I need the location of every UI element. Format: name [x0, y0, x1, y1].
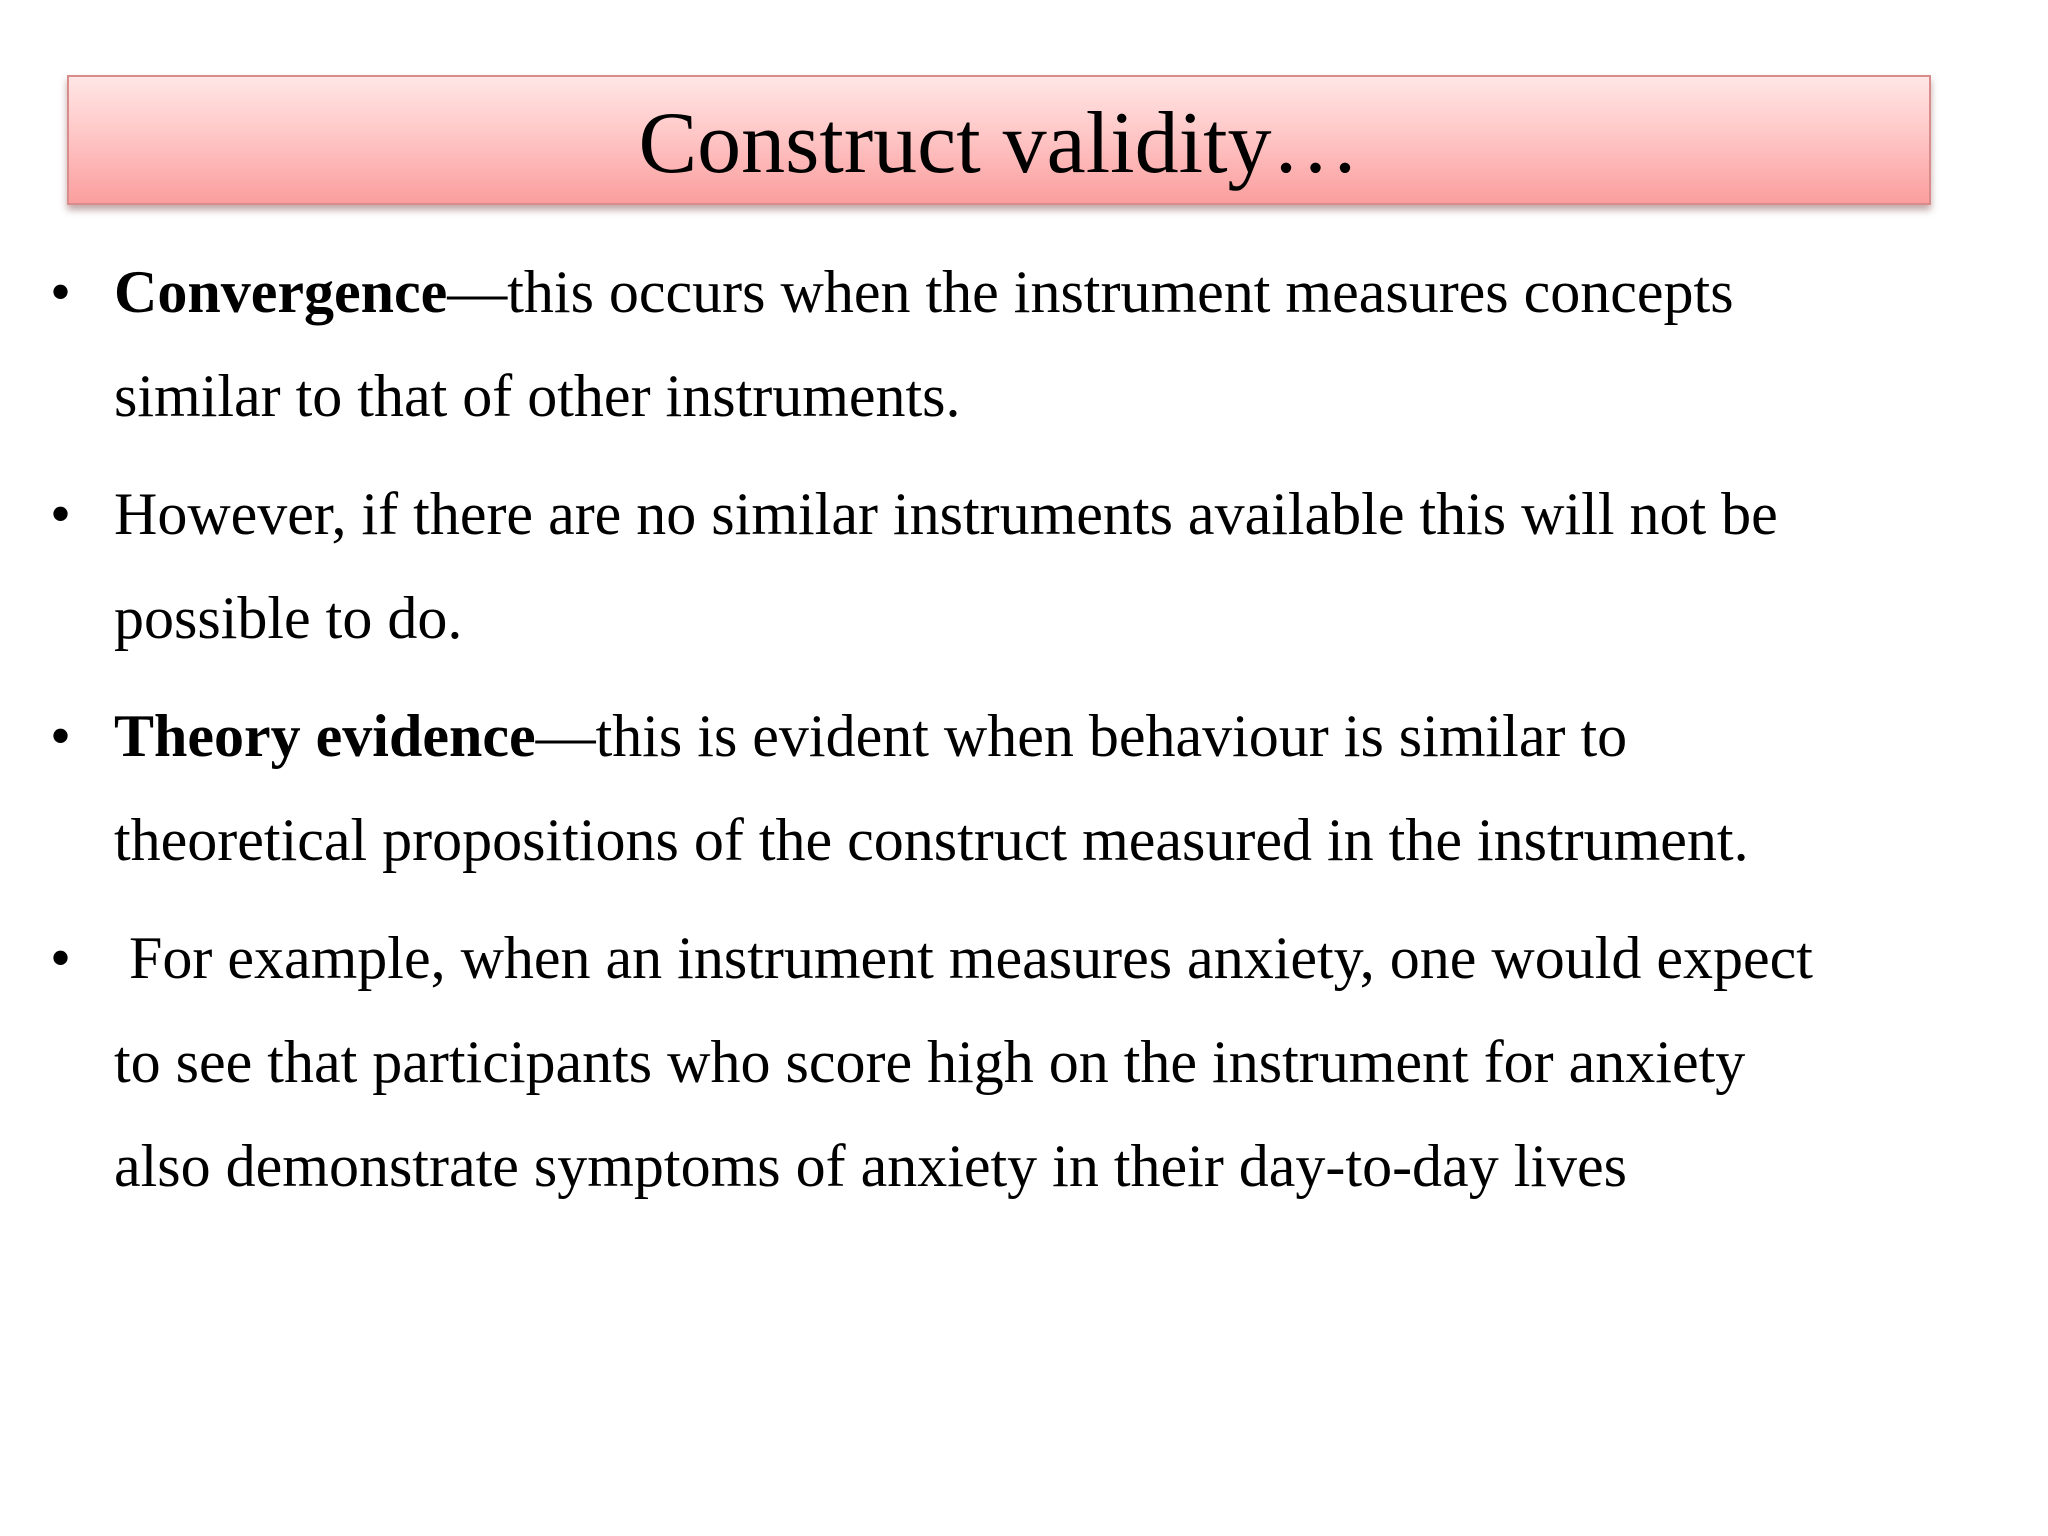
- bullet-term: Convergence: [114, 259, 448, 325]
- bullet-list: [50, 240, 2010, 1232]
- bullet-line: similar to that of other instruments.: [114, 363, 961, 429]
- bullet-marker: •: [50, 703, 72, 769]
- bullet-item-however: [50, 462, 2010, 670]
- bullet-line: to see that participants who score high on the instrument for anxiety: [114, 1029, 1746, 1095]
- bullet-line: For example, when an instrument measures anxiety, one would expect: [114, 925, 1813, 991]
- bullet-line: [114, 684, 2010, 788]
- bullet-item-theory-evidence: [50, 684, 2010, 892]
- bullet-text: —this occurs when the instrument measures concepts: [447, 259, 1734, 325]
- bullet-marker: •: [50, 259, 72, 325]
- bullet-item-convergence: [50, 240, 2010, 448]
- bullet-line: However, if there are no similar instruments available this will not be: [114, 481, 1778, 547]
- bullet-marker: •: [50, 481, 72, 547]
- bullet-text: —this is evident when behaviour is similar to: [535, 703, 1628, 769]
- slide-title: Construct validity…: [638, 95, 1360, 192]
- bullet-line: also demonstrate symptoms of anxiety in their day-to-day lives: [114, 1133, 1628, 1199]
- bullet-item-example: [50, 906, 2010, 1218]
- bullet-term: Theory evidence: [114, 703, 536, 769]
- bullet-marker: •: [50, 925, 72, 991]
- bullet-line: theoretical propositions of the construct measured in the instrument.: [114, 807, 1749, 873]
- bullet-line: possible to do.: [114, 585, 463, 651]
- title-banner: [67, 75, 1931, 205]
- bullet-line: [114, 240, 2010, 344]
